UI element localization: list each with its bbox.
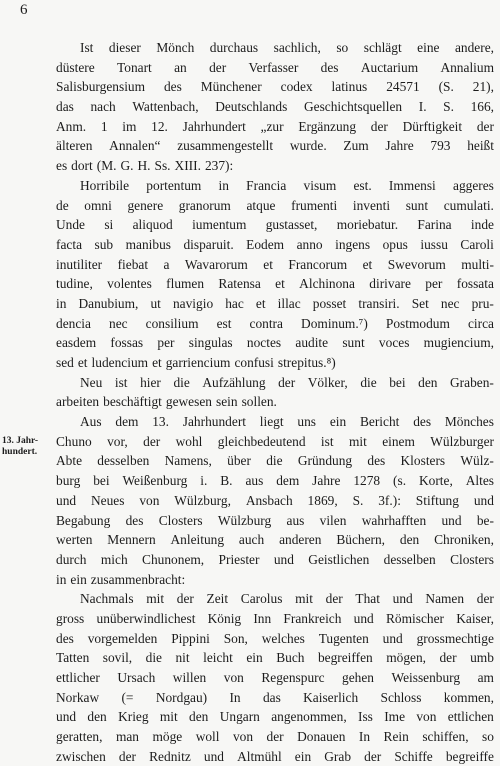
text-line: Aus dem 13. Jahrhundert liegt uns ein Bericht des Mönches — [80, 414, 494, 430]
text-line: Chuno vor, der wohl gleichbedeutend ist mit einem Wülzburger — [56, 433, 494, 449]
page-number: 6 — [20, 2, 28, 18]
text-line: de omni genere granorum atque frumenti inventi sunt cumulati. — [56, 197, 494, 213]
margin-note — [2, 436, 38, 458]
text-line: geratten, man möge woll von der Donauen In Rein schiffen, so — [56, 729, 494, 745]
text-line: dencia nec consilium est contra Dominum.⁷) Postmodum circa — [56, 315, 494, 331]
text-line: Anm. 1 im 12. Jahrhundert „zur Ergänzung der Dürftigkeit der — [56, 118, 494, 134]
text-line: in ein zusammenbracht: — [56, 571, 186, 587]
margin-note-line: hundert. — [2, 447, 38, 457]
text-line: durch mich Chunonem, Priester und Geistlichen desselben Closters — [56, 551, 494, 567]
text-line: werten Mennern Anleitung auch anderen Büchern, den Chroniken, — [56, 532, 494, 548]
text-line: Horribile portentum in Francia visum est. Immensi aggeres — [80, 177, 494, 193]
text-line: und Neues von Wülzburg, Ansbach 1869, S. 3f.): Stiftung und — [56, 492, 494, 508]
text-line: Tatten sovil, die nit leicht ein Buch begreiffen mögen, der umb — [56, 650, 494, 666]
text-line: es dort (M. G. H. Ss. XIII. 237): — [56, 158, 234, 174]
margin-note-line: 13. Jahr- — [2, 436, 39, 446]
text-line: Abte desselben Namens, über die Gründung des Klosters Wülz- — [56, 453, 494, 469]
text-line: easdem fossas per singulas noctes audite sunt voces mugiencium, — [56, 335, 494, 351]
text-line: zwischen der Rednitz und Altmühl ein Grab der Schiffe begreiffe — [56, 748, 494, 764]
text-line: des vorgemelden Pippini Son, welches Tugenten und grossmechtige — [56, 630, 494, 646]
text-line: Unde si aliquod iumentum gustasset, moriebatur. Farina inde — [56, 217, 494, 233]
text-line: gross unüberwindlichest König Inn Frankreich und Römischer Kaiser, — [56, 610, 494, 626]
text-line: Neu ist hier die Aufzählung der Völker, die bei den Graben- — [80, 374, 494, 390]
text-line: Nachmals mit der Zeit Carolus mit der That und Namen der — [80, 591, 494, 607]
text-line: Norkaw (= Nordgau) In das Kaiserlich Schloss kommen, — [56, 689, 494, 705]
text-line: arbeiten beschäftigt gewesen sein sollen. — [56, 394, 277, 410]
text-line: sed et ludencium et garriencium confusi strepitus.⁸) — [56, 355, 336, 370]
body-text — [56, 38, 494, 766]
text-line: Ist dieser Mönch durchaus sachlich, so schlägt eine andere, — [80, 40, 494, 55]
text-line: burg bei Weißenburg i. B. aus dem Jahre 1278 (s. Korte, Altes — [56, 473, 494, 489]
text-line: facta sub manibus disparuit. Eodem anno ingens opus iussu Caroli — [56, 236, 494, 252]
text-line: in Danubium, ut navigio hac et illac posset transiri. Set nec pru- — [56, 295, 494, 311]
text-line: Begabung des Closters Wülzburg aus vilen wahrhafften und be- — [56, 512, 494, 528]
text-line: das nach Wattenbach, Deutschlands Geschichtsquellen I. S. 166, — [56, 99, 494, 115]
text-line: düstere Tonart an der Verfasser des Auctarium Annalium — [56, 59, 494, 75]
text-line: tudine, volentes flumen Ratensa et Alchinona dirivare per fossata — [56, 276, 494, 292]
text-line: und den Krieg mit den Ungarn angenommen, Iss Ime von ettlichen — [56, 709, 494, 725]
text-line: ettlicher Ursach willen von Regenspurc gehen Weissenburg am — [56, 670, 494, 685]
text-line: inutiliter fiebat a Wavarorum et Francorum et Swevorum multi- — [56, 256, 494, 272]
text-line: älteren Annalen“ zusammengestellt wurde. Zum Jahre 793 heißt — [56, 138, 494, 154]
text-line: Salisburgensium des Münchener codex latinus 24571 (S. 21), — [56, 79, 494, 95]
